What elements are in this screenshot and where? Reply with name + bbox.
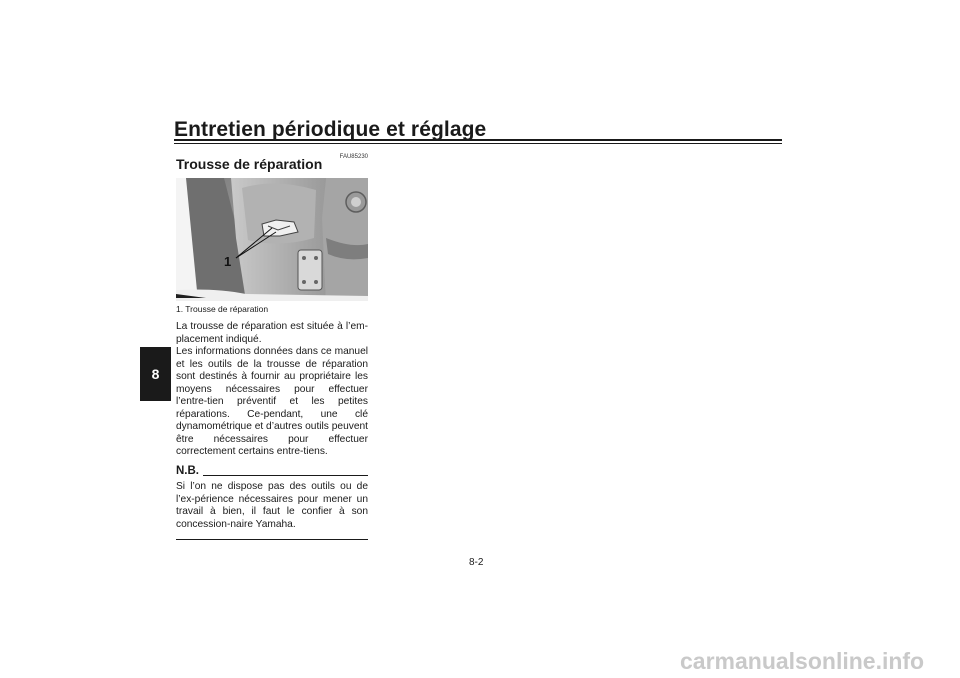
body-paragraph-1: La trousse de réparation est située à l’em-placement indiqué. (176, 321, 368, 345)
repair-kit-figure (176, 178, 368, 301)
repair-kit-illustration (176, 178, 368, 301)
note-text: Si l’on ne dispose pas des outils ou de l’ex-périence nécessaires pour mener un travail à bien, il faut le confier à son concession-naire Yamaha. (176, 481, 368, 530)
section-heading: Trousse de réparation (176, 156, 323, 172)
watermark: carmanualsonline.info (680, 648, 925, 674)
title-rule-thin (174, 143, 782, 144)
page-title: Entretien périodique et réglage (174, 118, 487, 141)
note-header (176, 465, 368, 478)
note-box (176, 465, 368, 540)
note-label: N.B. (176, 465, 199, 477)
chapter-number: 8 (151, 366, 160, 382)
section-code: FAU85230 (339, 154, 368, 160)
body-text (176, 321, 368, 459)
note-rule (203, 475, 368, 476)
callout-number: 1 (224, 254, 232, 269)
body-paragraph-2: Les informations données dans ce manuel et les outils de la trousse de réparation sont destinés à fournir au propriétaire les moyens nécessaires pour effectuer l’entre-tien préventif et les petites réparations. Ce-pendant, une clé dynamométrique et d’autres outils peuvent être nécessaires pour effectuer correctement certains entre-tiens. (176, 346, 368, 457)
figure-caption: 1. Trousse de réparation (176, 304, 269, 314)
note-end-rule (176, 539, 368, 540)
page-number: 8-2 (469, 557, 484, 568)
chapter-tab (140, 347, 171, 401)
title-rule (174, 139, 782, 141)
